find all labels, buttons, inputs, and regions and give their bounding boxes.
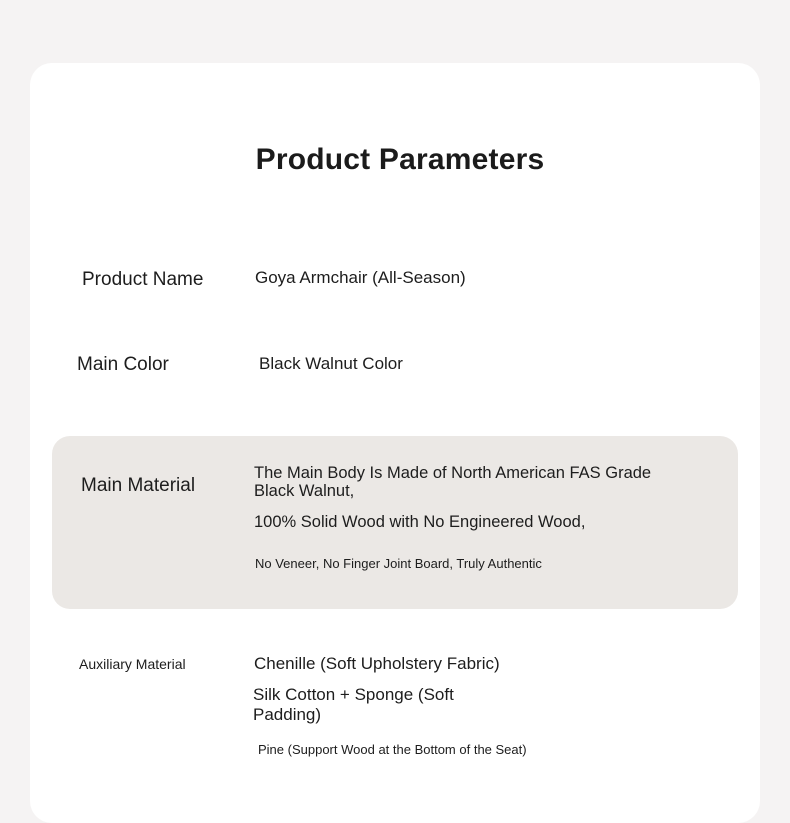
page-title: Product Parameters	[255, 143, 545, 176]
main-material-label: Main Material	[81, 475, 196, 496]
main-color-value: Black Walnut Color	[259, 354, 403, 373]
product-name-value: Goya Armchair (All-Season)	[255, 268, 466, 287]
auxiliary-material-label: Auxiliary Material	[79, 656, 186, 672]
main-material-line1: The Main Body Is Made of North American FAS Grade	[254, 464, 652, 482]
main-material-line4: No Veneer, No Finger Joint Board, Truly Authentic	[255, 556, 542, 571]
product-name-label: Product Name	[82, 269, 204, 290]
auxiliary-material-item2-line1: Silk Cotton + Sponge (Soft	[253, 685, 454, 704]
auxiliary-material-item1: Chenille (Soft Upholstery Fabric)	[254, 654, 500, 673]
main-color-label: Main Color	[77, 354, 169, 375]
auxiliary-material-item2-line2: Padding)	[253, 705, 322, 724]
main-material-line3: 100% Solid Wood with No Engineered Wood,	[254, 513, 586, 531]
auxiliary-material-item3: Pine (Support Wood at the Bottom of the Seat)	[258, 742, 527, 757]
main-material-line2: Black Walnut,	[254, 482, 355, 500]
